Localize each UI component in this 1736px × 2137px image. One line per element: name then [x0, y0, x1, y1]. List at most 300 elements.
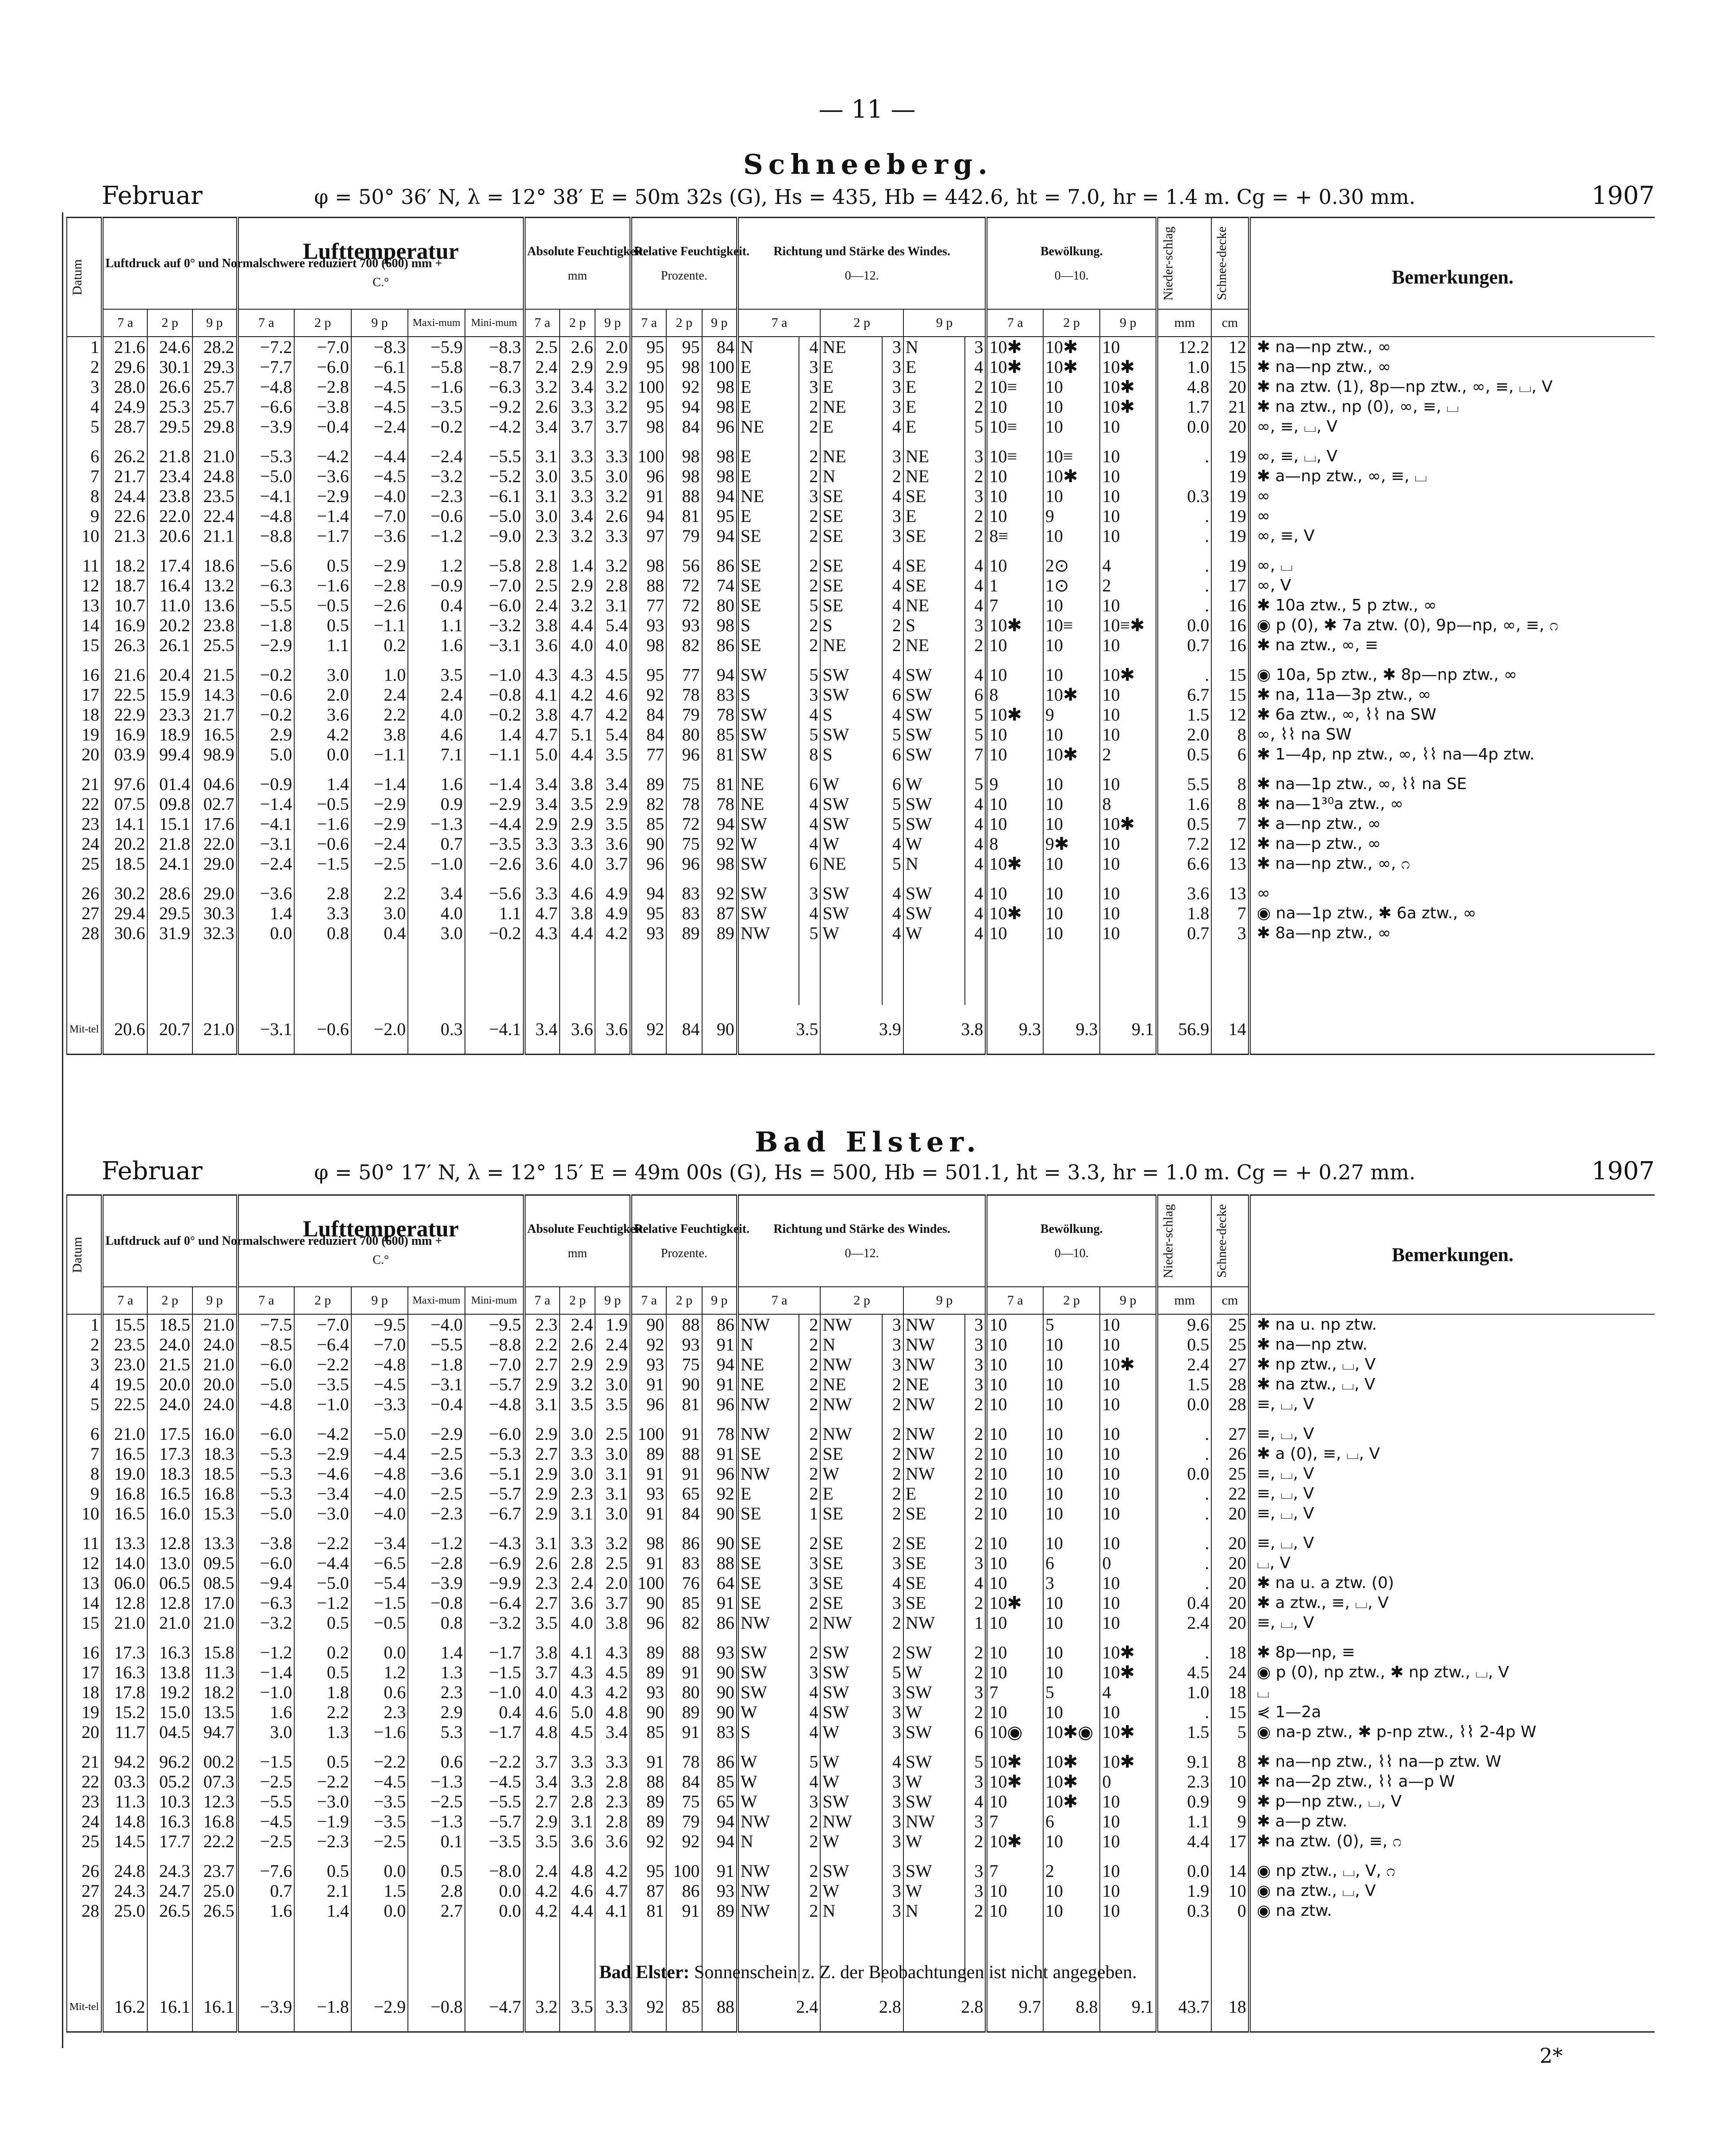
- table-cell: 10: [67, 526, 102, 546]
- table-cell: 91: [631, 486, 666, 506]
- table-cell: 10≡: [986, 377, 1043, 397]
- table-cell: −1.4: [351, 774, 408, 794]
- table-cell: 3.8: [560, 774, 595, 794]
- spacer-cell: [595, 764, 630, 774]
- table-cell: 20.0: [192, 1374, 238, 1394]
- spacer-cell: [986, 764, 1043, 774]
- table-cell: 0.4: [408, 595, 465, 615]
- table-cell: 94: [702, 1811, 737, 1831]
- table-cell: 74: [702, 575, 737, 595]
- spacer-cell: [524, 655, 560, 665]
- table-cell: 10: [986, 486, 1043, 506]
- table-cell: 100: [631, 446, 666, 466]
- table-cell: −1.6: [294, 814, 351, 834]
- table-cell: 2.6: [595, 506, 630, 526]
- table-cell: 2.9: [408, 1702, 465, 1722]
- table-cell: 90: [666, 1374, 702, 1394]
- spacer-cell: [965, 1633, 986, 1642]
- table-cell: 4: [799, 1772, 820, 1792]
- table-cell: −2.6: [351, 595, 408, 615]
- table-cell: 0.0: [1157, 615, 1211, 635]
- mean-cell: 3.3: [595, 1983, 630, 2032]
- table-cell: −1.1: [351, 744, 408, 764]
- table-cell: 81: [631, 1901, 666, 1921]
- spacer-cell: [1043, 437, 1100, 446]
- table-cell: 3: [882, 1682, 903, 1702]
- table-cell: SW: [903, 1861, 965, 1881]
- table-cell: 76: [666, 1573, 702, 1593]
- table-cell: −4.2: [294, 446, 351, 466]
- table-cell: 16.3: [102, 1662, 147, 1682]
- subheader-6: Maxi-mum: [408, 309, 465, 337]
- table-cell: 16.8: [192, 1484, 238, 1504]
- table-cell: −3.2: [465, 615, 524, 635]
- table-cell: 0.7: [1157, 635, 1211, 655]
- station-header-bad-elster: [66, 1157, 1655, 1188]
- table-cell: 4.4: [560, 615, 595, 635]
- subheader-14: 7 a: [737, 1287, 820, 1314]
- table-cell: 10: [986, 635, 1043, 655]
- table-cell: −3.5: [351, 1792, 408, 1811]
- table-cell: SW: [820, 814, 882, 834]
- table-cell: 87: [631, 1881, 666, 1901]
- remarks-cell: ∞, ≡, ⌴, V: [1249, 446, 1655, 466]
- table-cell: 3.2: [524, 377, 560, 397]
- mean-cell: 9.3: [1043, 1005, 1100, 1055]
- table-cell: W: [820, 923, 882, 943]
- mean-label: Mit-tel: [67, 1005, 102, 1055]
- spacer-cell: [882, 1633, 903, 1642]
- table-cell: NW: [903, 1424, 965, 1444]
- table-cell: 1.4: [294, 774, 351, 794]
- spacer-cell: [560, 1633, 595, 1642]
- table-row: [67, 923, 1655, 943]
- table-cell: 89: [631, 1811, 666, 1831]
- table-cell: 27: [67, 903, 102, 923]
- table-cell: −5.6: [465, 883, 524, 903]
- table-cell: NW: [737, 1464, 799, 1484]
- table-cell: 3.5: [408, 665, 465, 685]
- table-cell: 0.4: [351, 923, 408, 943]
- table-cell: 4: [965, 665, 986, 685]
- table-cell: 10: [1100, 1792, 1157, 1811]
- table-cell: 1.8: [1157, 903, 1211, 923]
- spacer-cell: [965, 764, 986, 774]
- table-cell: 10: [986, 1553, 1043, 1573]
- table-cell: −5.3: [465, 1444, 524, 1464]
- table-cell: 3: [799, 685, 820, 705]
- table-cell: 6.6: [1157, 854, 1211, 874]
- table-cell: 88: [631, 1772, 666, 1792]
- table-cell: SE: [820, 486, 882, 506]
- spacer-cell: [560, 546, 595, 556]
- table-cell: −6.7: [465, 1504, 524, 1523]
- spacer-cell: [147, 764, 192, 774]
- table-row: [67, 834, 1655, 854]
- subheader-1: 2 p: [147, 1287, 192, 1314]
- table-cell: 10: [1211, 1881, 1249, 1901]
- table-row: [67, 1613, 1655, 1633]
- table-cell: 04.6: [192, 774, 238, 794]
- table-cell: 2: [799, 1314, 820, 1335]
- table-cell: 2: [1100, 744, 1157, 764]
- table-cell: 2.0: [294, 685, 351, 705]
- table-cell: 10: [1100, 923, 1157, 943]
- table-cell: 98: [702, 377, 737, 397]
- table-cell: 14.8: [102, 1811, 147, 1831]
- table-cell: 17.8: [102, 1682, 147, 1702]
- spacer-cell: [192, 1633, 238, 1642]
- table-cell: −9.9: [465, 1573, 524, 1593]
- table-cell: E: [820, 357, 882, 377]
- spacer-cell: [631, 546, 666, 556]
- mean-cell: 90: [702, 1005, 737, 1055]
- spacer-cell: [737, 437, 799, 446]
- table-row: [67, 883, 1655, 903]
- table-cell: 10: [1100, 1593, 1157, 1613]
- table-cell: 10: [1100, 1831, 1157, 1851]
- spacer-cell: [965, 1523, 986, 1533]
- table-cell: 16: [67, 665, 102, 685]
- table-cell: NE: [737, 1354, 799, 1374]
- remarks-cell: ✱ na—p ztw., ∞: [1249, 834, 1655, 854]
- spacer-cell: [666, 655, 702, 665]
- table-cell: −1.1: [465, 744, 524, 764]
- table-cell: 98: [702, 615, 737, 635]
- table-cell: 10: [1043, 1831, 1100, 1851]
- table-cell: 5.3: [408, 1722, 465, 1742]
- table-cell: 10≡: [986, 417, 1043, 437]
- table-cell: 1.9: [1157, 1881, 1211, 1901]
- table-cell: 4.2: [524, 1901, 560, 1921]
- table-cell: −3.4: [351, 1533, 408, 1553]
- table-cell: −2.9: [351, 814, 408, 834]
- table-cell: 10: [1043, 526, 1100, 546]
- table-cell: 10: [1100, 1424, 1157, 1444]
- table-cell: 26: [67, 1861, 102, 1881]
- table-cell: 10: [1100, 1901, 1157, 1921]
- header-relative-feuchtigkeit: [631, 218, 750, 310]
- table-cell: 15: [1211, 685, 1249, 705]
- table-cell: 0.5: [294, 615, 351, 635]
- spacer-cell: [1157, 1523, 1211, 1533]
- table-cell: 16.3: [147, 1642, 192, 1662]
- remarks-cell: ✱ na ztw. (1), 8p—np ztw., ∞, ≡, ⌴, V: [1249, 377, 1655, 397]
- table-cell: 2: [965, 1424, 986, 1444]
- table-cell: 10: [986, 1533, 1043, 1553]
- table-cell: 80: [666, 725, 702, 744]
- table-cell: −1.0: [465, 1682, 524, 1702]
- spacer-cell: [192, 943, 238, 1005]
- table-cell: NE: [903, 466, 965, 486]
- subheader-12: 2 p: [666, 309, 702, 337]
- table-cell: 22.5: [102, 685, 147, 705]
- table-cell: 100: [666, 1861, 702, 1881]
- table-cell: N: [737, 1831, 799, 1851]
- spacer-cell: [1043, 1633, 1100, 1642]
- table-cell: 2.2: [294, 1702, 351, 1722]
- table-cell: −0.4: [408, 1394, 465, 1414]
- table-cell: −5.0: [465, 506, 524, 526]
- table-cell: 2: [799, 1394, 820, 1414]
- spacer-cell: [102, 943, 147, 1005]
- table-cell: −3.5: [294, 1374, 351, 1394]
- table-cell: E: [903, 357, 965, 377]
- table-cell: 4.6: [524, 1702, 560, 1722]
- subheader-16: 9 p: [903, 1287, 987, 1314]
- table-cell: 4.3: [524, 665, 560, 685]
- spacer-cell: [560, 874, 595, 883]
- table-cell: 4.1: [560, 1642, 595, 1662]
- table-cell: E: [820, 1484, 882, 1504]
- table-cell: 90: [631, 834, 666, 854]
- table-cell: 92: [666, 1831, 702, 1851]
- table-cell: NW: [903, 1464, 965, 1484]
- table-cell: NW: [820, 1424, 882, 1444]
- spacer-cell: [1211, 1742, 1249, 1752]
- table-cell: SW: [820, 903, 882, 923]
- table-cell: −1.3: [408, 814, 465, 834]
- remarks-cell: ✱ a—p ztw.: [1249, 1811, 1655, 1831]
- table-cell: 10✱: [1100, 1722, 1157, 1742]
- table-cell: 26.6: [147, 377, 192, 397]
- table-cell: −3.8: [238, 1533, 295, 1553]
- table-cell: 2.4: [560, 1573, 595, 1593]
- table-cell: SW: [820, 665, 882, 685]
- table-cell: 72: [666, 595, 702, 615]
- spacer-cell: [408, 1742, 465, 1752]
- table-cell: SW: [820, 1702, 882, 1722]
- table-cell: 91: [702, 1593, 737, 1613]
- station-title-bad-elster: Bad Elster.: [755, 1126, 981, 1158]
- table-cell: 24: [67, 834, 102, 854]
- table-cell: 88: [666, 1314, 702, 1335]
- table-cell: 10: [1043, 854, 1100, 874]
- mean-cell: 88: [702, 1983, 737, 2032]
- mean-cell: 3.6: [595, 1005, 630, 1055]
- table-cell: 9.1: [1157, 1752, 1211, 1772]
- table-cell: −9.4: [238, 1573, 295, 1593]
- table-cell: −1.5: [294, 854, 351, 874]
- table-cell: 10: [1043, 1335, 1100, 1354]
- table-cell: 4.2: [595, 1861, 630, 1881]
- spacer-cell: [465, 437, 524, 446]
- table-cell: 10: [1043, 486, 1100, 506]
- table-cell: 17.3: [147, 1444, 192, 1464]
- spacer-cell: [737, 764, 799, 774]
- table-cell: 2: [965, 466, 986, 486]
- table-cell: N: [820, 1901, 882, 1921]
- table-cell: −6.0: [465, 1424, 524, 1444]
- spacer-cell: [147, 546, 192, 556]
- table-cell: 3.6: [595, 1831, 630, 1851]
- table-row: [67, 1831, 1655, 1851]
- mean-cell: 92: [631, 1983, 666, 2032]
- table-cell: 6: [67, 446, 102, 466]
- table-cell: −0.6: [238, 685, 295, 705]
- table-cell: 10: [986, 466, 1043, 486]
- table-cell: 10: [1100, 1335, 1157, 1354]
- table-cell: 2.7: [524, 1354, 560, 1374]
- table-cell: 86: [702, 556, 737, 575]
- table-cell: 88: [702, 1553, 737, 1573]
- table-cell: 2.4: [1157, 1613, 1211, 1633]
- table-cell: 8: [986, 834, 1043, 854]
- subheader-21: cm: [1211, 1287, 1249, 1314]
- table-row: [67, 665, 1655, 685]
- table-cell: 3.4: [524, 794, 560, 814]
- table-row: [67, 466, 1655, 486]
- table-cell: −5.0: [351, 1424, 408, 1444]
- table-cell: 3.0: [524, 466, 560, 486]
- table-cell: 3.8: [351, 725, 408, 744]
- table-cell: 95: [631, 337, 666, 357]
- table-cell: 10: [1043, 1702, 1100, 1722]
- table-cell: 10: [986, 794, 1043, 814]
- spacer-cell: [192, 1523, 238, 1533]
- table-cell: 18: [67, 705, 102, 725]
- table-cell: 3.2: [560, 1374, 595, 1394]
- table-cell: 5: [799, 665, 820, 685]
- spacer-cell: [1211, 1633, 1249, 1642]
- table-cell: 7: [67, 1444, 102, 1464]
- table-cell: 10✱: [1043, 357, 1100, 377]
- spacer-cell: [799, 437, 820, 446]
- spacer-cell: [666, 1742, 702, 1752]
- table-cell: 2.6: [524, 1553, 560, 1573]
- table-cell: 98: [631, 417, 666, 437]
- table-cell: 2: [799, 1424, 820, 1444]
- table-cell: SE: [820, 506, 882, 526]
- table-cell: E: [737, 446, 799, 466]
- table-cell: 3: [799, 1553, 820, 1573]
- table-cell: 95: [631, 1861, 666, 1881]
- spacer-cell: [1157, 1633, 1211, 1642]
- table-cell: 98: [666, 446, 702, 466]
- table-cell: −2.4: [238, 854, 295, 874]
- table-cell: 3.4: [595, 1722, 630, 1742]
- spacer-cell: [408, 1851, 465, 1861]
- header-schneedecke: [1211, 218, 1249, 310]
- table-cell: 79: [666, 526, 702, 546]
- table-cell: 2: [965, 397, 986, 417]
- table-cell: −6.4: [294, 1335, 351, 1354]
- header-bemerkungen: Bemerkungen.: [1249, 218, 1655, 337]
- remarks-cell: ◉ na—1p ztw., ✱ 6a ztw., ∞: [1249, 903, 1655, 923]
- spacer-cell: [1249, 1414, 1655, 1424]
- spacer-cell: [820, 655, 882, 665]
- spacer-cell: [238, 874, 295, 883]
- table-cell: 25.7: [192, 377, 238, 397]
- header-datum-label: Datum: [70, 1236, 84, 1273]
- spacer-cell: [1211, 655, 1249, 665]
- spacer-cell: [147, 655, 192, 665]
- table-cell: 14.1: [102, 814, 147, 834]
- table-cell: 88: [666, 1642, 702, 1662]
- spacer-cell: [524, 874, 560, 883]
- table-cell: 1: [67, 337, 102, 357]
- table-cell: W: [820, 1881, 882, 1901]
- table-cell: 04.5: [147, 1722, 192, 1742]
- table-cell: 12: [1211, 705, 1249, 725]
- table-cell: 12.8: [147, 1593, 192, 1613]
- table-cell: 3.5: [524, 1613, 560, 1633]
- table-cell: −3.6: [351, 526, 408, 546]
- table-cell: 2: [799, 446, 820, 466]
- table-cell: 3.8: [524, 615, 560, 635]
- table-cell: .: [1157, 446, 1211, 466]
- subheader-18: 2 p: [1043, 1287, 1100, 1314]
- table-cell: 10✱: [1100, 1752, 1157, 1772]
- table-cell: 78: [702, 705, 737, 725]
- row-spacer: [67, 655, 1655, 665]
- table-cell: 92: [666, 377, 702, 397]
- table-cell: .: [1157, 575, 1211, 595]
- table-row: [67, 1444, 1655, 1464]
- table-cell: SW: [903, 883, 965, 903]
- table-cell: −2.5: [408, 1792, 465, 1811]
- header-lufttemperatur-label: Lufttemperatur: [303, 1216, 459, 1242]
- spacer-cell: [294, 943, 351, 1005]
- table-cell: 81: [666, 1394, 702, 1414]
- table-cell: 13.3: [192, 1533, 238, 1553]
- table-cell: 94: [702, 1354, 737, 1374]
- table-row: [67, 1394, 1655, 1414]
- table-cell: 8: [1211, 725, 1249, 744]
- spacer-cell: [147, 1742, 192, 1752]
- table-cell: −2.5: [408, 1444, 465, 1464]
- table-cell: 6: [799, 774, 820, 794]
- table-cell: 10✱: [986, 615, 1043, 635]
- table-cell: 4: [799, 794, 820, 814]
- table-row: [67, 556, 1655, 575]
- table-cell: 25: [1211, 1314, 1249, 1335]
- table-cell: 94.7: [192, 1722, 238, 1742]
- table-cell: W: [737, 1702, 799, 1722]
- table-cell: 10: [986, 1335, 1043, 1354]
- subheader-8: 7 a: [524, 309, 560, 337]
- spacer-cell: [1157, 437, 1211, 446]
- table-cell: 3: [965, 615, 986, 635]
- spacer-cell: [631, 1742, 666, 1752]
- table-cell: 10≡✱: [1100, 615, 1157, 635]
- table-cell: 5: [882, 725, 903, 744]
- table-cell: −1.3: [408, 1772, 465, 1792]
- table-cell: 10: [986, 923, 1043, 943]
- table-cell: −2.6: [465, 854, 524, 874]
- spacer-cell: [737, 1523, 799, 1533]
- table-cell: −2.9: [238, 635, 295, 655]
- table-cell: 89: [631, 1642, 666, 1662]
- table-cell: 3.4: [524, 417, 560, 437]
- table-cell: 2: [882, 1484, 903, 1504]
- table-cell: 30.2: [102, 883, 147, 903]
- table-cell: SE: [820, 1444, 882, 1464]
- header-datum: [67, 218, 102, 337]
- spacer-cell: [799, 874, 820, 883]
- remarks-cell: ≡, ⌴, V: [1249, 1533, 1655, 1553]
- table-cell: N: [820, 466, 882, 486]
- table-cell: 2.8: [560, 1792, 595, 1811]
- table-cell: NW: [737, 923, 799, 943]
- table-cell: 7: [986, 1811, 1043, 1831]
- table-cell: 6: [67, 1424, 102, 1444]
- table-cell: 10: [986, 1374, 1043, 1394]
- subheader-1: 2 p: [147, 309, 192, 337]
- table-cell: 20: [1211, 1593, 1249, 1613]
- table-cell: 26.5: [192, 1901, 238, 1921]
- spacer-cell: [702, 1523, 737, 1533]
